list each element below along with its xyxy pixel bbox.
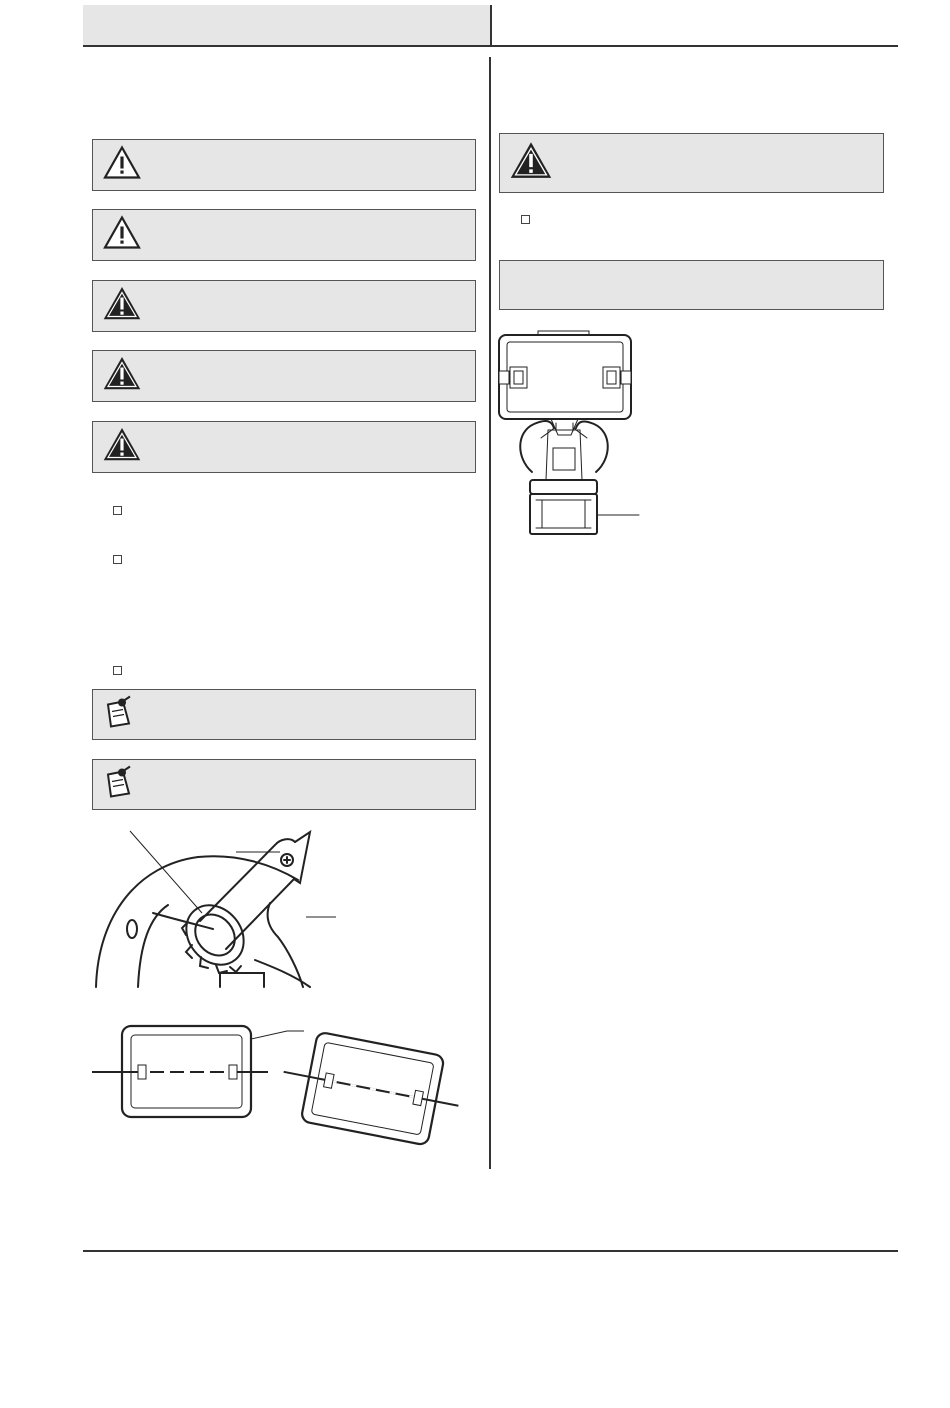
- floodlight-front-diagram: [496, 330, 646, 536]
- warning-solid-icon: [103, 357, 141, 396]
- checkbox-right-1[interactable]: [521, 215, 530, 224]
- warning-panel-3: [92, 280, 476, 332]
- checkbox-2[interactable]: [113, 555, 122, 564]
- warning-solid-icon: [103, 428, 141, 467]
- lamp-alignment-diagram: [90, 1020, 475, 1165]
- warning-panel-1: [92, 139, 476, 191]
- footer-rule: [83, 1250, 898, 1252]
- warning-panel-2: [92, 209, 476, 261]
- lock-ring-diagram: [88, 825, 388, 988]
- header-divider: [490, 5, 492, 45]
- note-panel-1: [92, 689, 476, 740]
- warning-panel-5: [92, 421, 476, 473]
- warning-panel-4: [92, 350, 476, 402]
- warning-outline-icon: [103, 146, 141, 185]
- warning-solid-icon: [103, 287, 141, 326]
- checkbox-1[interactable]: [113, 506, 122, 515]
- header-right-area: [492, 5, 898, 45]
- column-divider: [489, 57, 491, 1169]
- warning-panel-right: [499, 133, 884, 193]
- note-pin-icon: [103, 765, 135, 804]
- page-header: [83, 5, 898, 47]
- info-panel-right: [499, 260, 884, 310]
- note-pin-icon: [103, 695, 135, 734]
- warning-outline-icon: [103, 216, 141, 255]
- warning-solid-icon: [510, 142, 552, 185]
- note-panel-2: [92, 759, 476, 810]
- checkbox-3[interactable]: [113, 666, 122, 675]
